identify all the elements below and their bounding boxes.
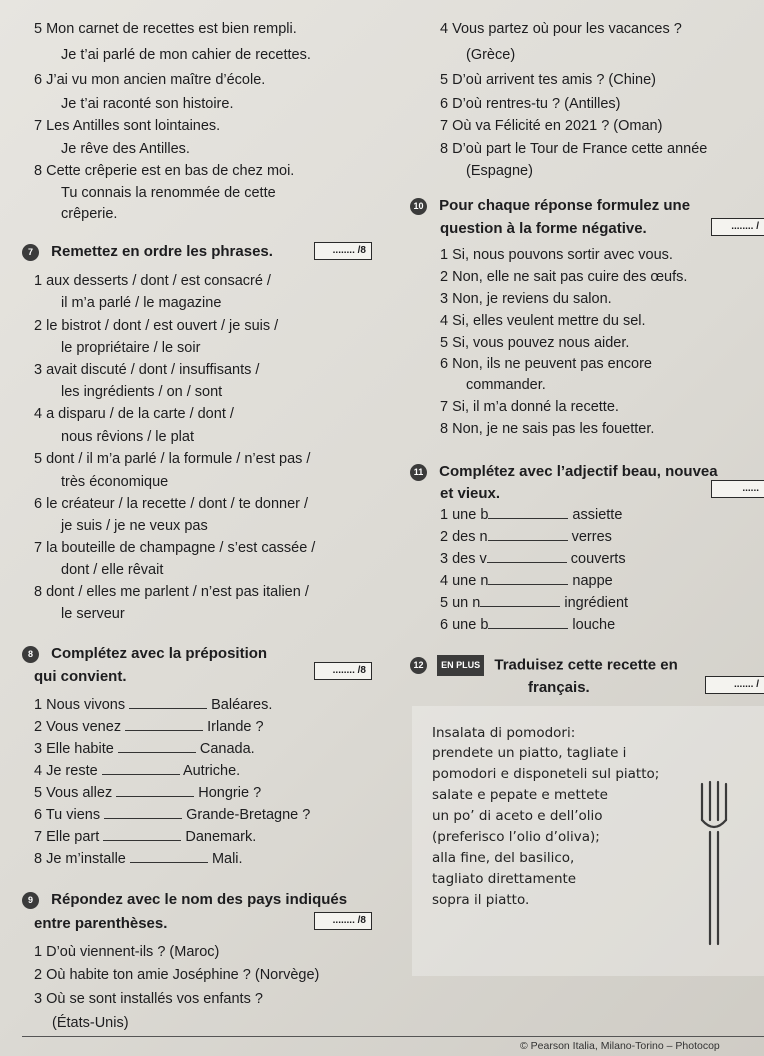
sentence-line: Je t’ai raconté son histoire.	[61, 96, 234, 112]
score-box[interactable]: ........ /8	[314, 242, 372, 260]
score-box[interactable]: ........ /	[711, 218, 764, 236]
recipe-line: tagliato direttamente	[432, 871, 577, 887]
answer-blank[interactable]	[488, 572, 568, 585]
item-line: dont / elle rêvait	[61, 562, 164, 578]
recipe-line: un po’ di aceto e dell’olio	[432, 808, 603, 824]
item-line: nous rêvions / le plat	[61, 429, 194, 445]
exercise-number-badge: 11	[410, 464, 427, 481]
sentence-line: 8 Cette crêperie est en bas de chez moi.	[34, 163, 295, 179]
answer-blank[interactable]	[125, 718, 203, 731]
item-line: 3 avait discuté / dont / insuffisants /	[34, 362, 260, 378]
item-line: je suis / je ne veux pas	[61, 518, 208, 534]
recipe-line: pomodori e disponeteli sul piatto;	[432, 766, 660, 782]
item-line: 1 Si, nous pouvons sortir avec vous.	[440, 247, 673, 263]
answer-blank[interactable]	[129, 696, 207, 709]
exercise-8-title: 8 Complétez avec la préposition	[22, 644, 267, 663]
fill-item: 6 une b louche	[440, 617, 616, 633]
question-line: 6 D’où rentres-tu ? (Antilles)	[440, 96, 621, 112]
fill-item: 2 des n verres	[440, 529, 612, 545]
question-line: (Grèce)	[466, 47, 516, 63]
exercise-number-badge: 8	[22, 646, 39, 663]
answer-blank[interactable]	[130, 850, 208, 863]
answer-blank[interactable]	[480, 594, 560, 607]
question-line: (Espagne)	[466, 163, 533, 179]
fill-item: 7 Elle part Danemark.	[34, 829, 257, 845]
fork-icon	[694, 778, 734, 948]
item-line: 5 dont / il m’a parlé / la formule / n’est pas /	[34, 451, 311, 467]
en-plus-tag: EN PLUS	[437, 655, 484, 676]
item-line: le propriétaire / le soir	[61, 340, 201, 356]
answer-blank[interactable]	[488, 528, 568, 541]
fill-item: 4 Je reste Autriche.	[34, 763, 241, 779]
exercise-11-title-line2: et vieux.	[440, 485, 501, 502]
exercise-number-badge: 9	[22, 892, 39, 909]
recipe-line: (preferisco l’olio d’oliva);	[432, 829, 600, 845]
item-line: il m’a parlé / le magazine	[61, 295, 222, 311]
fill-item: 2 Vous venez Irlande ?	[34, 719, 264, 735]
item-line: 7 Si, il m’a donné la recette.	[440, 399, 619, 415]
answer-blank[interactable]	[487, 550, 567, 563]
exercise-10-title: 10 Pour chaque réponse formulez une	[410, 196, 690, 215]
answer-blank[interactable]	[488, 506, 568, 519]
item-line: 2 Non, elle ne sait pas cuire des œufs.	[440, 269, 688, 285]
footer-rule	[22, 1036, 764, 1037]
score-box[interactable]: ....... /	[705, 676, 764, 694]
exercise-number-badge: 12	[410, 657, 427, 674]
item-line: 3 Non, je reviens du salon.	[440, 291, 612, 307]
item-line: 5 Si, vous pouvez nous aider.	[440, 335, 630, 351]
fill-item: 3 Elle habite Canada.	[34, 741, 255, 757]
item-line: commander.	[466, 377, 546, 393]
sentence-line: 7 Les Antilles sont lointaines.	[34, 118, 221, 134]
recipe-line: prendete un piatto, tagliate i	[432, 745, 627, 761]
item-line: 3 Où se sont installés vos enfants ?	[34, 991, 263, 1007]
sentence-line: 6 J’ai vu mon ancien maître d’école.	[34, 72, 266, 88]
answer-blank[interactable]	[118, 740, 196, 753]
exercise-7-title: 7 Remettez en ordre les phrases.	[22, 242, 273, 261]
item-line: 7 la bouteille de champagne / s’est cassée /	[34, 540, 316, 556]
item-line: 8 dont / elles me parlent / n’est pas italien /	[34, 584, 309, 600]
item-line: 2 le bistrot / dont / est ouvert / je suis /	[34, 318, 279, 334]
sentence-line: Je rêve des Antilles.	[61, 141, 190, 157]
recipe-line: alla fine, del basilico,	[432, 850, 575, 866]
exercise-9-title-line2: entre parenthèses.	[34, 915, 168, 932]
item-line: 4 Si, elles veulent mettre du sel.	[440, 313, 646, 329]
score-box[interactable]: ......	[711, 480, 764, 498]
exercise-12-title: 12 EN PLUS Traduisez cette recette en	[410, 655, 678, 676]
recipe-line: sopra il piatto.	[432, 892, 530, 908]
recipe-line: salate e pepate e mettete	[432, 787, 608, 803]
exercise-9-title: 9 Répondez avec le nom des pays indiqués	[22, 890, 347, 909]
item-line: 6 Non, ils ne peuvent pas encore	[440, 356, 652, 372]
exercise-number-badge: 10	[410, 198, 427, 215]
exercise-10-title-line2: question à la forme négative.	[440, 220, 647, 237]
fill-item: 6 Tu viens Grande-Bretagne ?	[34, 807, 311, 823]
answer-blank[interactable]	[103, 828, 181, 841]
sentence-line: crêperie.	[61, 206, 118, 222]
exercise-8-title-line2: qui convient.	[34, 668, 127, 685]
sentence-line: 5 Mon carnet de recettes est bien rempli.	[34, 21, 297, 37]
exercise-11-title: 11 Complétez avec l’adjectif beau, nouvea	[410, 462, 718, 481]
copyright-footer: © Pearson Italia, Milano-Torino – Photocop	[520, 1040, 720, 1052]
sentence-line: Je t’ai parlé de mon cahier de recettes.	[61, 47, 311, 63]
fill-item: 1 Nous vivons Baléares.	[34, 697, 273, 713]
score-box[interactable]: ........ /8	[314, 912, 372, 930]
exercise-12-title-line2: français.	[528, 679, 590, 696]
item-line: les ingrédients / on / sont	[61, 384, 223, 400]
answer-blank[interactable]	[102, 762, 180, 775]
item-line: 2 Où habite ton amie Joséphine ? (Norvège)	[34, 967, 320, 983]
fill-item: 4 une n nappe	[440, 573, 613, 589]
fill-item: 3 des v couverts	[440, 551, 626, 567]
answer-blank[interactable]	[104, 806, 182, 819]
fill-item: 5 Vous allez Hongrie ?	[34, 785, 262, 801]
item-line: 1 D’où viennent-ils ? (Maroc)	[34, 944, 220, 960]
sentence-line: Tu connais la renommée de cette	[61, 185, 276, 201]
question-line: 7 Où va Félicité en 2021 ? (Oman)	[440, 118, 663, 134]
item-line: 6 le créateur / la recette / dont / te donner /	[34, 496, 309, 512]
item-line: le serveur	[61, 606, 125, 622]
item-line: très économique	[61, 474, 169, 490]
answer-blank[interactable]	[116, 784, 194, 797]
question-line: 5 D’où arrivent tes amis ? (Chine)	[440, 72, 656, 88]
question-line: 4 Vous partez où pour les vacances ?	[440, 21, 682, 37]
recipe-line: Insalata di pomodori:	[432, 725, 576, 741]
answer-blank[interactable]	[488, 616, 568, 629]
item-line: 4 a disparu / de la carte / dont /	[34, 406, 234, 422]
score-box[interactable]: ........ /8	[314, 662, 372, 680]
fill-item: 1 une b assiette	[440, 507, 623, 523]
exercise-number-badge: 7	[22, 244, 39, 261]
item-line: (États-Unis)	[52, 1015, 129, 1031]
fill-item: 5 un n ingrédient	[440, 595, 629, 611]
question-line: 8 D’où part le Tour de France cette année	[440, 141, 708, 157]
item-line: 1 aux desserts / dont / est consacré /	[34, 273, 271, 289]
fill-item: 8 Je m’installe Mali.	[34, 851, 243, 867]
item-line: 8 Non, je ne sais pas les fouetter.	[440, 421, 655, 437]
